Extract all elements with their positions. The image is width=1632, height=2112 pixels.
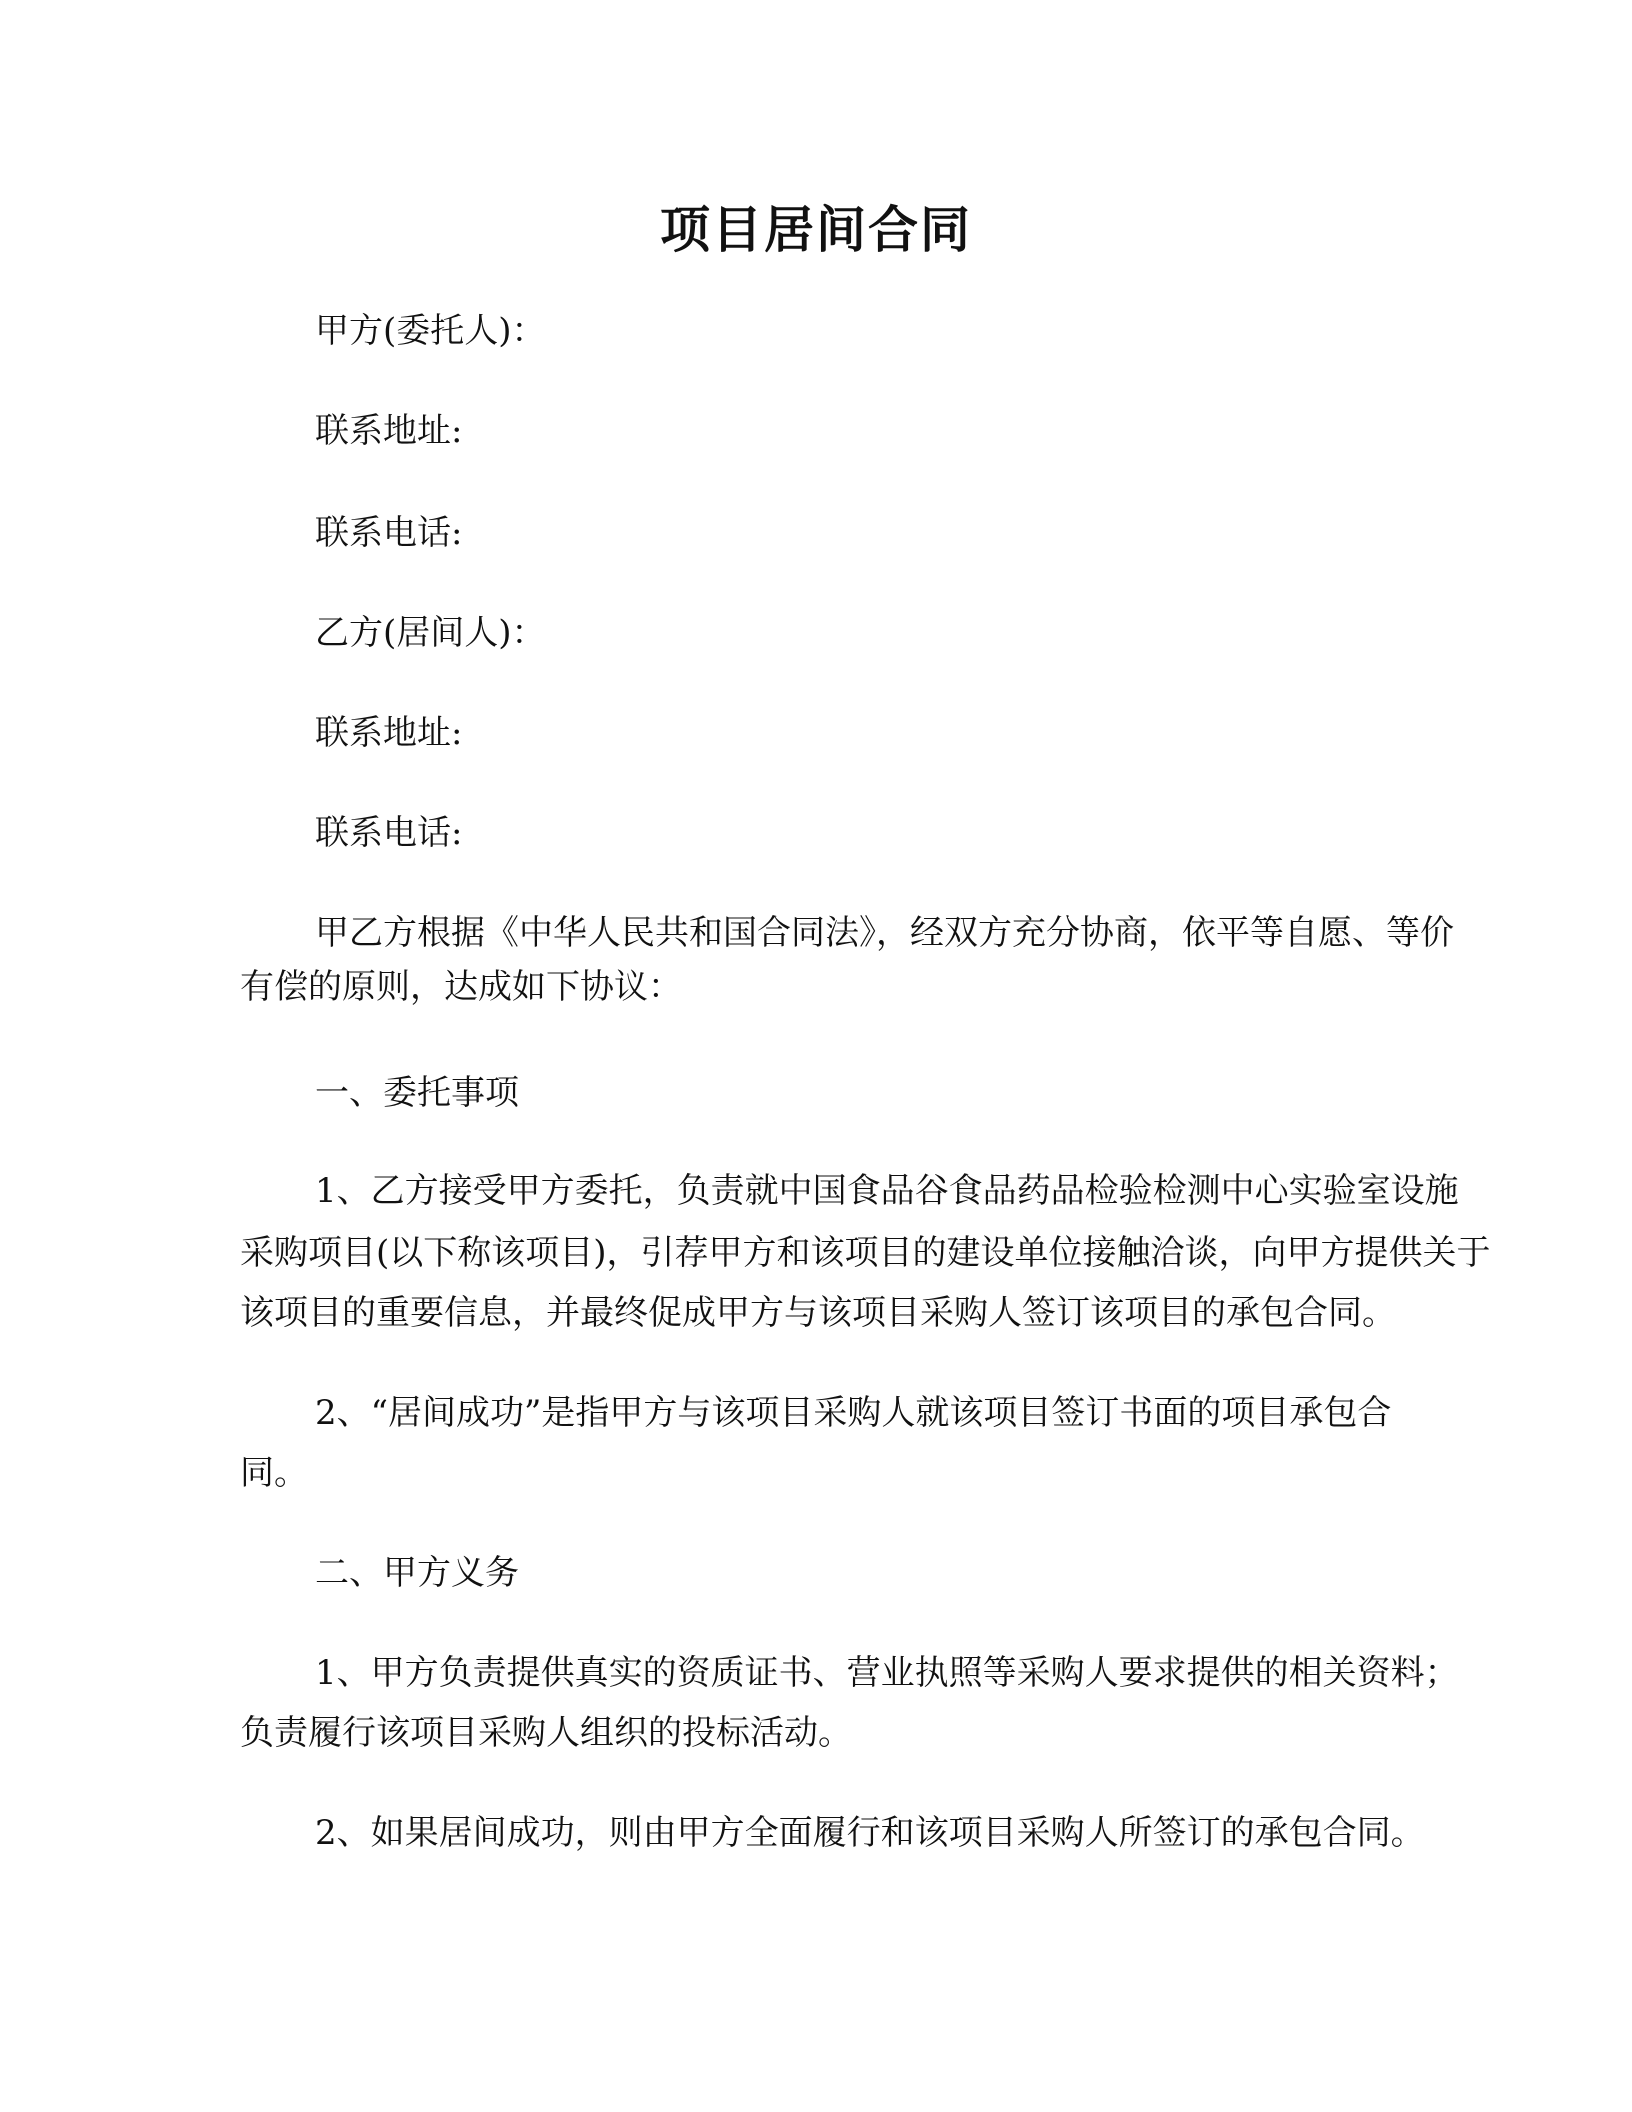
party-a-label: 甲方(委托人)： <box>315 311 546 351</box>
section1-heading: 一、委托事项 <box>315 1073 519 1113</box>
preamble-line: 甲乙方根据《中华人民共和国合同法》，经双方充分协商，依平等自愿、等价 <box>315 913 1454 953</box>
section2-heading: 二、甲方义务 <box>315 1553 519 1593</box>
party-a-address: 联系地址: <box>315 411 463 451</box>
document-title: 项目居间合同 <box>660 200 972 259</box>
section2-item1-line: 负责履行该项目采购人组织的投标活动。 <box>240 1713 852 1753</box>
section1-item1-line: 该项目的重要信息，并最终促成甲方与该项目采购人签订该项目的承包合同。 <box>240 1293 1396 1333</box>
party-b-label: 乙方(居间人)： <box>315 613 546 653</box>
section2-item2-line: 2、如果居间成功，则由甲方全面履行和该项目采购人所签订的承包合同。 <box>315 1813 1425 1853</box>
section2-item1-line: 1、甲方负责提供真实的资质证书、营业执照等采购人要求提供的相关资料； <box>315 1653 1459 1693</box>
section1-item1-line: 采购项目(以下称该项目)，引荐甲方和该项目的建设单位接触洽谈，向甲方提供关于 <box>240 1233 1491 1273</box>
section1-item2-line: 同。 <box>240 1453 308 1493</box>
party-a-phone: 联系电话: <box>315 513 463 553</box>
section1-item2-line: 2、“居间成功”是指甲方与该项目采购人就该项目签订书面的项目承包合 <box>315 1393 1392 1433</box>
party-b-phone: 联系电话: <box>315 813 463 853</box>
preamble-line: 有偿的原则，达成如下协议： <box>240 967 682 1007</box>
party-b-address: 联系地址: <box>315 713 463 753</box>
section1-item1-line: 1、乙方接受甲方委托，负责就中国食品谷食品药品检验检测中心实验室设施 <box>315 1171 1459 1211</box>
